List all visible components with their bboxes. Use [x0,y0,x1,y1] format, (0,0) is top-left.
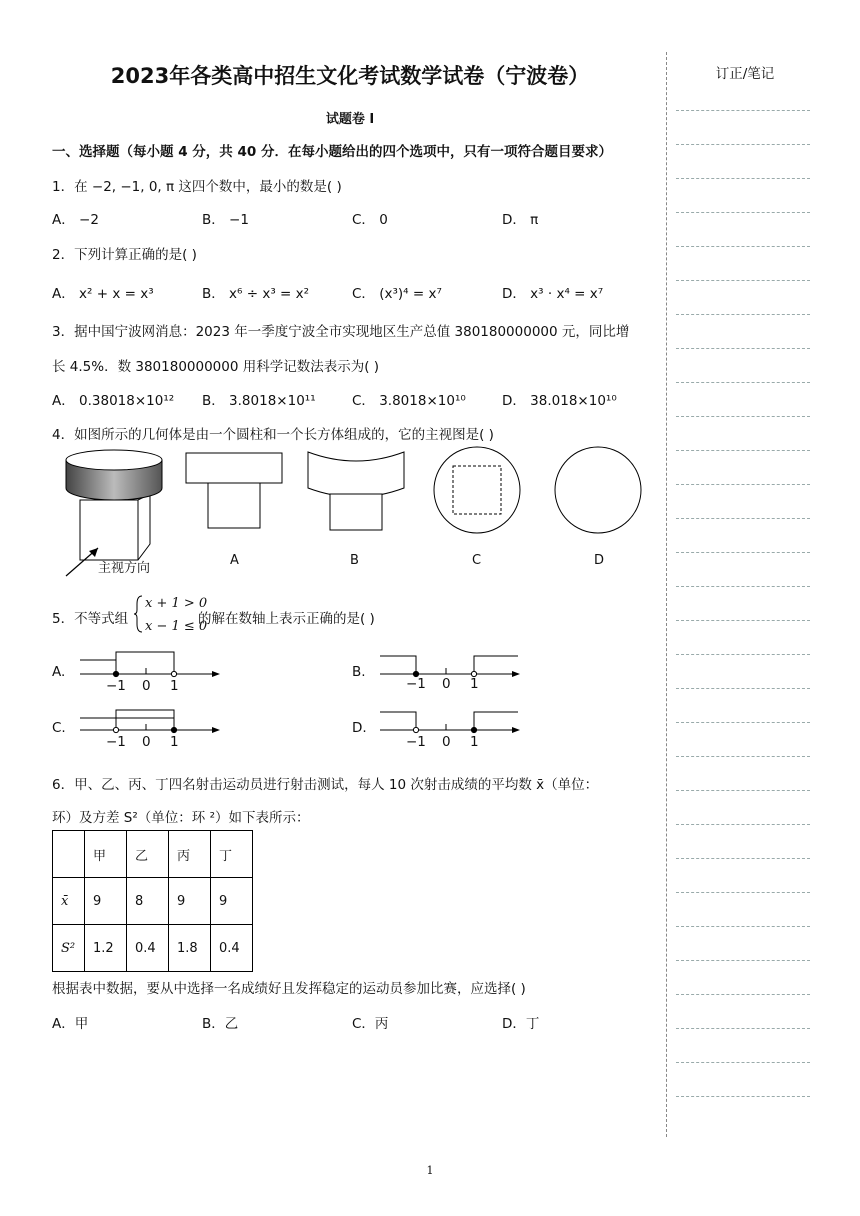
note-line [676,960,810,961]
q5-number-line-c [80,706,230,756]
table-cell: 0.4 [211,925,253,972]
q6-stem-line2: 环）及方差 S²（单位：环 ²）如下表所示： [52,810,310,826]
q5-c-tick-0: 0 [142,734,151,750]
q6-stem-after: 根据表中数据，要从中选择一名成绩好且发挥稳定的运动员参加比赛，应选择( ) [52,981,526,997]
q6-option-b: B．乙 [202,1016,239,1032]
q5-number-line-a [80,650,230,700]
note-line [676,552,810,553]
q4-direction-label: 主视方向 [98,561,151,576]
q5-brace [134,594,144,634]
q4-view-d [555,446,645,536]
note-line [676,382,810,383]
q5-option-c-letter: C. [52,720,66,736]
q1-option-d: D． π [502,212,539,228]
q3-stem-line2: 长 4.5%．数 380180000000 用科学记数法表示为( ) [52,359,380,375]
q5-b-tick-0: 0 [442,676,451,692]
q4-label-c: C [472,553,482,568]
note-line [676,1062,810,1063]
note-line [676,144,810,145]
q5-d-tick-neg1: −1 [406,734,426,750]
q5-option-b-letter: B. [352,664,366,680]
table-cell: 1.8 [169,925,211,972]
table-cell: 丁 [211,831,253,878]
q5-stem-suffix: 的解在数轴上表示正确的是( ) [198,611,375,627]
note-line [676,212,810,213]
page-subtitle: 试题卷 I [325,112,375,127]
q2-option-b: B． x⁶ ÷ x³ = x² [202,286,310,302]
q5-c-tick-1: 1 [170,734,179,750]
q5-c-tick-neg1: −1 [106,734,126,750]
q5-a-tick-0: 0 [142,678,151,694]
table-cell: S² [53,925,85,972]
note-line [676,892,810,893]
table-cell: 0.4 [127,925,169,972]
q5-option-d-letter: D. [352,720,367,736]
q3-option-a: A． 0.38018×10¹² [52,393,175,409]
table-header-row [53,831,253,878]
q5-d-tick-0: 0 [442,734,451,750]
note-line [676,586,810,587]
note-line [676,348,810,349]
note-line [676,858,810,859]
note-line [676,926,810,927]
q2-stem: 2．下列计算正确的是( ) [52,247,197,263]
q6-option-d: D．丁 [502,1016,540,1032]
note-line [676,518,810,519]
q6-option-c: C．丙 [352,1016,389,1032]
q2-option-c: C． (x³)⁴ = x⁷ [352,286,442,302]
table-cell: 9 [211,878,253,925]
note-line [676,688,810,689]
q1-stem: 1．在 −2, −1, 0, π 这四个数中，最小的数是( ) [52,179,342,195]
q4-view-c [433,446,523,536]
table-row [53,925,253,972]
q6-option-a: A．甲 [52,1016,89,1032]
table-cell: 1.2 [85,925,127,972]
note-line [676,178,810,179]
table-cell: 丙 [169,831,211,878]
table-cell: 乙 [127,831,169,878]
q3-option-b: B． 3.8018×10¹¹ [202,393,316,409]
q3-option-c: C． 3.8018×10¹⁰ [352,393,466,409]
q5-a-tick-1: 1 [170,678,179,694]
table-cell: 9 [85,878,127,925]
q6-stem-line1: 6．甲、乙、丙、丁四名射击运动员进行射击测试，每人 10 次射击成绩的平均数 x̄（单位： [52,777,599,793]
table-cell [53,831,85,878]
table-row [53,878,253,925]
note-line [676,620,810,621]
q6-score-table [52,830,253,972]
q2-option-d: D． x³ · x⁴ = x⁷ [502,286,604,302]
note-line [676,722,810,723]
table-cell: 9 [169,878,211,925]
note-line [676,416,810,417]
q5-a-tick-neg1: −1 [106,678,126,694]
page-number: 1 [426,1164,434,1177]
q1-option-b: B． −1 [202,212,249,228]
q5-number-line-b [380,650,530,700]
q5-b-tick-neg1: −1 [406,676,426,692]
note-line [676,790,810,791]
note-line [676,246,810,247]
page-title: 2023年各类高中招生文化考试数学试卷（宁波卷） [110,64,590,88]
q4-stem: 4．如图所示的几何体是由一个圆柱和一个长方体组成的，它的主视图是( ) [52,427,494,443]
note-line [676,824,810,825]
note-line [676,280,810,281]
note-line [676,1096,810,1097]
q5-number-line-d [380,706,530,756]
section-heading: 一、选择题（每小题 4 分，共 40 分．在每小题给出的四个选项中，只有一项符合题目要求） [52,144,612,160]
table-cell: 8 [127,878,169,925]
notes-title: 订正/笔记 [715,66,775,82]
table-cell: 甲 [85,831,127,878]
note-line [676,756,810,757]
note-line [676,450,810,451]
q5-option-a-letter: A. [52,664,66,680]
note-line [676,994,810,995]
q3-option-d: D． 38.018×10¹⁰ [502,393,617,409]
q4-view-b [306,450,416,530]
note-line [676,654,810,655]
q4-label-b: B [350,553,359,568]
q4-view-a [186,453,286,533]
note-line [676,1028,810,1029]
q2-option-a: A． x² + x = x³ [52,286,154,302]
q5-b-tick-1: 1 [470,676,479,692]
q4-label-d: D [594,553,605,568]
q1-option-c: C． 0 [352,212,388,228]
table-cell: x̄ [53,878,85,925]
q1-option-a: A． −2 [52,212,99,228]
margin-divider [666,52,667,1137]
q3-stem-line1: 3．据中国宁波网消息：2023 年一季度宁波全市实现地区生产总值 380180000000 元，同比增 [52,324,630,340]
q5-inequality-2: x − 1 ≤ 0 [145,619,208,634]
q5-inequality-1: x + 1 > 0 [145,596,208,611]
note-line [676,110,810,111]
q5-stem-prefix: 5．不等式组 [52,611,129,627]
q4-label-a: A [230,553,239,568]
q5-d-tick-1: 1 [470,734,479,750]
note-line [676,484,810,485]
note-line [676,314,810,315]
